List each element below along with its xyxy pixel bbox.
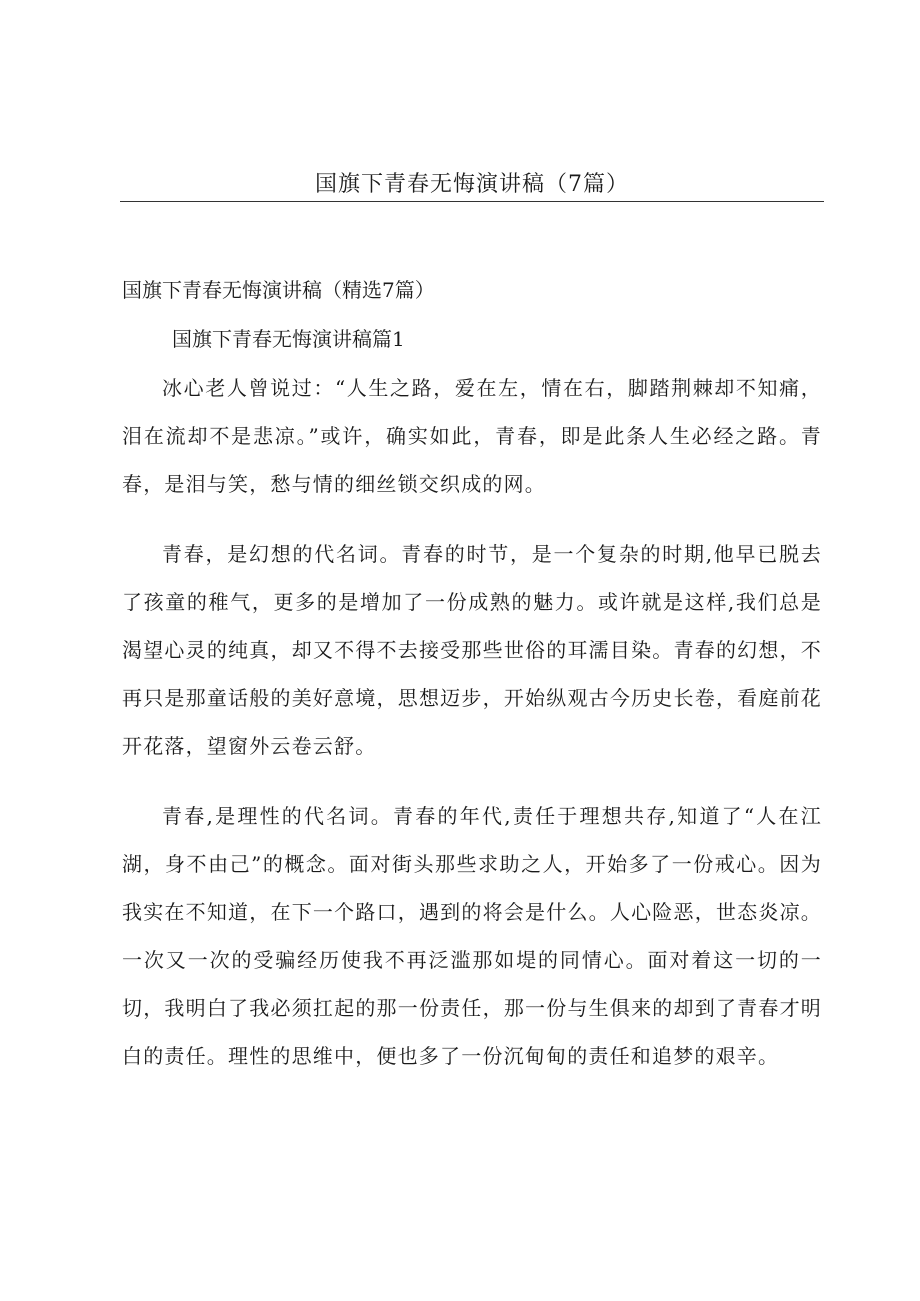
paragraph: 青春，是幻想的代名词。青春的时节，是一个复杂的时期,他早已脱去了孩童的稚气，更多的是增加了一份成熟的魅力。或许就是这样,我们总是渴望心灵的纯真，却又不得不去接受那些世俗的耳濡目染。青春的幻想，不再只是那童话般的美好意境，思想迈步，开始纵观古今历史长卷，看庭前花开花落，望窗外云卷云舒。 bbox=[122, 542, 822, 758]
page-title: 国旗下青春无悔演讲稿（7篇） bbox=[315, 172, 629, 197]
paragraph: 青春,是理性的代名词。青春的年代,责任于理想共存,知道了“人在江湖，身不由己”的概念。面对街头那些求助之人，开始多了一份戒心。因为我实在不知道，在下一个路口，遇到的将会是什么。人心险恶，世态炎凉。一次又一次的受骗经历使我不再泛滥那如堤的同情心。面对着这一切的一切，我明白了我必须扛起的那一份责任，那一份与生俱来的却到了青春才明白的责任。理性的思维中，便也多了一份沉甸甸的责任和追梦的艰辛。 bbox=[122, 804, 822, 1068]
title-underline bbox=[120, 201, 824, 202]
body-text bbox=[122, 364, 822, 1102]
paragraph: 冰心老人曾说过：“人生之路，爱在左，情在右，脚踏荆棘却不知痛，泪在流却不是悲凉。”或许，确实如此，青春，即是此条人生必经之路。青春，是泪与笑，愁与情的细丝锁交织成的网。 bbox=[122, 376, 822, 496]
section-heading: 国旗下青春无悔演讲稿篇1 bbox=[172, 327, 405, 351]
document-subtitle: 国旗下青春无悔演讲稿（精选7篇） bbox=[122, 278, 435, 302]
